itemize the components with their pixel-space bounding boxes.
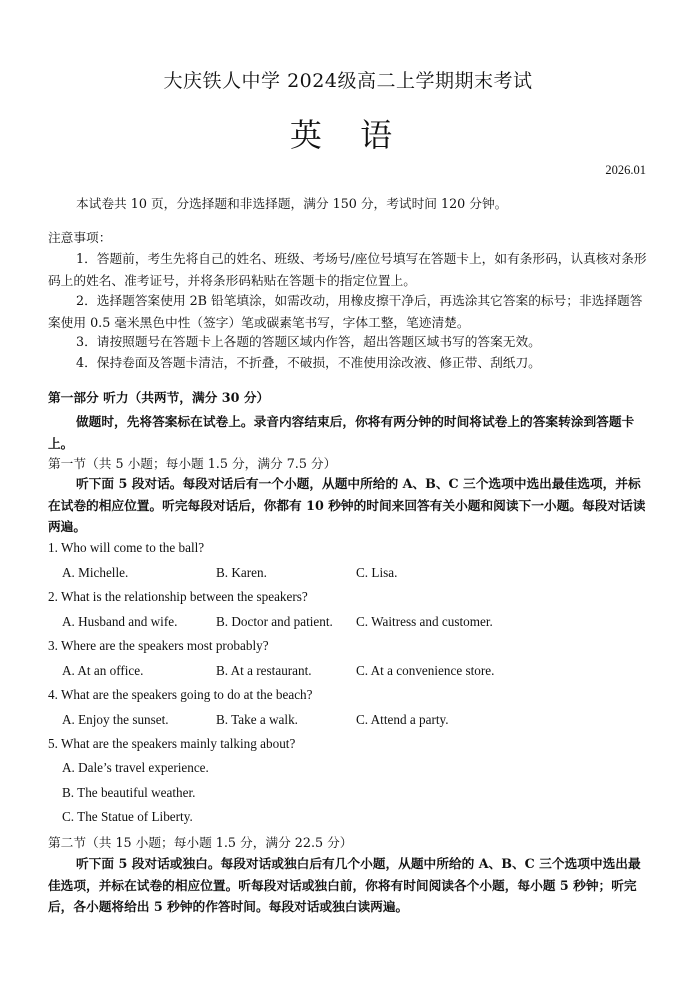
question-2-option-b: B. Doctor and patient. bbox=[216, 614, 333, 629]
section1-instruction: 听下面 5 段对话。每段对话后有一个小题，从题中所给的 A、B、C 三个选项中选出最佳选项，并标在试卷的相应位置。听完每段对话后，你都有 10 秒钟的时间来回答有关小题和阅读下一小题。每段对话读两遍。 bbox=[48, 476, 646, 534]
note-item-2: 2．选择题答案使用 2B 铅笔填涂，如需改动，用橡皮擦干净后，再选涂其它答案的标号；非选择题答案使用 0.5 毫米黑色中性（签字）笔或碳素笔书写，字体工整，笔迹清楚。 bbox=[48, 293, 643, 330]
question-3: 3. Where are the speakers most probably? bbox=[48, 638, 269, 653]
question-5-option-b: B. The beautiful weather. bbox=[62, 785, 196, 800]
part1-heading: 第一部分 听力（共两节，满分 30 分） bbox=[48, 390, 270, 405]
question-4: 4. What are the speakers going to do at the beach? bbox=[48, 687, 313, 702]
question-4-option-a: A. Enjoy the sunset. bbox=[62, 712, 169, 727]
note-item-4: 4．保持卷面及答题卡清洁，不折叠，不破损，不准使用涂改液、修正带、刮纸刀。 bbox=[76, 355, 541, 370]
question-2: 2. What is the relationship between the speakers? bbox=[48, 589, 308, 604]
note-item-3: 3．请按照题号在答题卡上各题的答题区域内作答，超出答题区域书写的答案无效。 bbox=[76, 334, 541, 349]
question-3-option-a: A. At an office. bbox=[62, 663, 144, 678]
exam-title: 大庆铁人中学 2024级高二上学期期末考试 bbox=[163, 70, 533, 92]
exam-date: 2026.01 bbox=[605, 163, 646, 177]
question-5-option-c: C. The Statue of Liberty. bbox=[62, 809, 193, 824]
question-5-option-a: A. Dale’s travel experience. bbox=[62, 760, 209, 775]
question-4-option-c: C. Attend a party. bbox=[356, 712, 449, 727]
question-1-option-a: A. Michelle. bbox=[62, 565, 129, 580]
section2-instruction: 听下面 5 段对话或独白。每段对话或独白后有几个小题，从题中所给的 A、B、C 三个选项中选出最佳选项，并标在试卷的相应位置。听每段对话或独白前，你将有时间阅读各个小题，每小题 5 秒钟；听完后，各小题将给出 5 秒钟的作答时间。每段对话或独白读两遍。 bbox=[48, 856, 641, 914]
question-2-option-a: A. Husband and wife. bbox=[62, 614, 178, 629]
question-5: 5. What are the speakers mainly talking about? bbox=[48, 736, 296, 751]
section1-heading: 第一节（共 5 小题；每小题 1.5 分，满分 7.5 分） bbox=[48, 456, 337, 471]
intro-text: 本试卷共 10 页，分选择题和非选择题，满分 150 分，考试时间 120 分钟。 bbox=[76, 196, 508, 211]
note-item-1: 1．答题前，考生先将自己的姓名、班级、考场号/座位号填写在答题卡上，如有条形码，认真核对条形码上的姓名、准考证号，并将条形码粘贴在答题卡的指定位置上。 bbox=[48, 251, 647, 288]
part1-instruction: 做题时，先将答案标在试卷上。录音内容结束后，你将有两分钟的时间将试卷上的答案转涂到答题卡上。 bbox=[48, 414, 635, 451]
question-4-option-b: B. Take a walk. bbox=[216, 712, 298, 727]
question-1-option-b: B. Karen. bbox=[216, 565, 267, 580]
question-2-option-c: C. Waitress and customer. bbox=[356, 614, 493, 629]
section2-heading: 第二节（共 15 小题；每小题 1.5 分，满分 22.5 分） bbox=[48, 835, 353, 850]
question-3-option-b: B. At a restaurant. bbox=[216, 663, 312, 678]
question-1: 1. Who will come to the ball? bbox=[48, 540, 205, 555]
notes-heading: 注意事项： bbox=[48, 230, 112, 245]
question-3-option-c: C. At a convenience store. bbox=[356, 663, 495, 678]
question-1-option-c: C. Lisa. bbox=[356, 565, 398, 580]
subject-title: 英 语 bbox=[289, 116, 407, 154]
